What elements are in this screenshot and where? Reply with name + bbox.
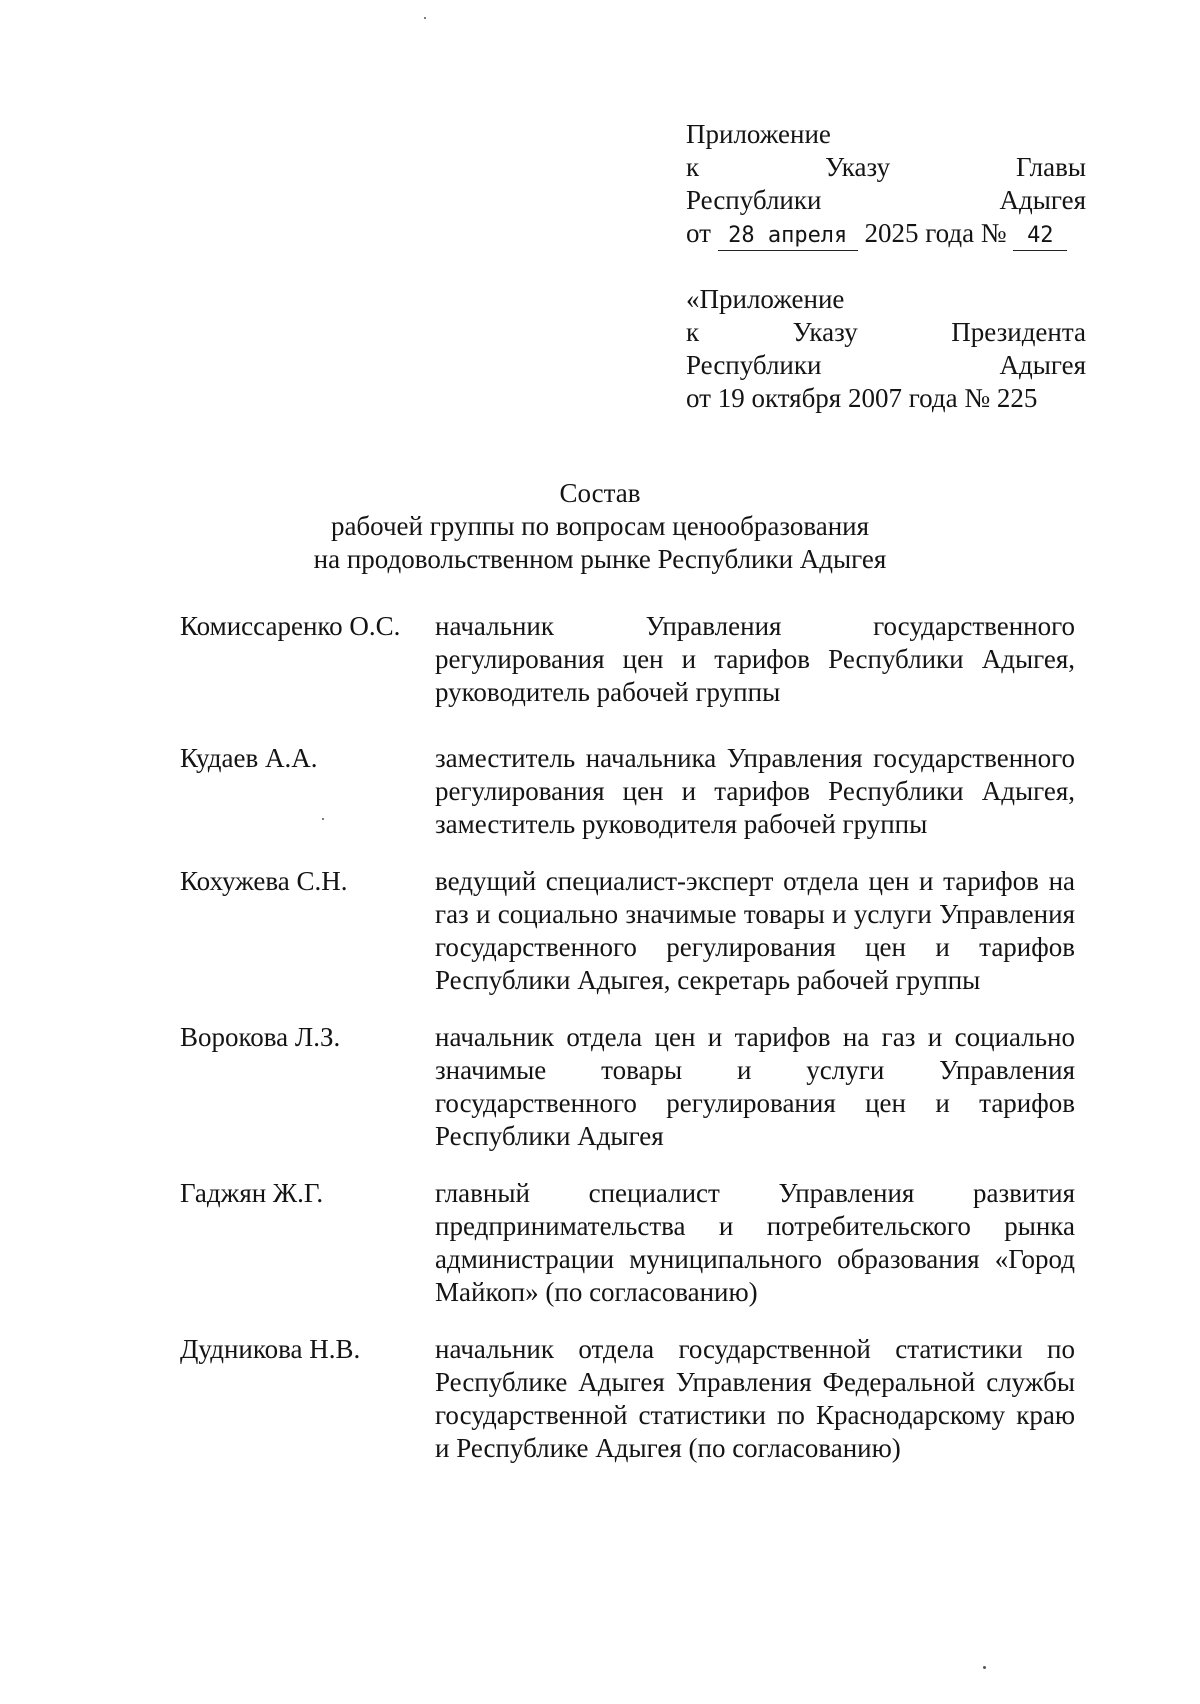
member-name: Ворокова Л.З.: [180, 1022, 341, 1052]
date-year: 2025 года №: [864, 218, 1007, 248]
title-line: Состав: [559, 478, 641, 508]
scan-speck: [424, 17, 426, 19]
original-date-line: от 19 октября 2007 года № 225: [686, 383, 1038, 413]
member-name: Гаджян Ж.Г.: [180, 1178, 324, 1208]
document-title: [0, 477, 1200, 576]
members-list: [180, 610, 1075, 1465]
scan-speck: [983, 1666, 986, 1669]
attachment-word: Республики: [686, 350, 822, 380]
member-role: главный специалист Управления развития предпринимательства и потребительского рынка администрации муниципального образования «Город Майкоп» (по согласованию): [435, 1178, 1075, 1307]
attachment-word: Указу: [792, 317, 858, 347]
title-line: рабочей группы по вопросам ценообразования: [330, 511, 870, 541]
original-republic-line: [686, 349, 1086, 382]
member-row: [180, 865, 1075, 997]
member-row: [180, 610, 1075, 709]
member-row: [180, 742, 1075, 841]
member-name: Кохужева С.Н.: [180, 866, 348, 896]
attachment-decree-line: [686, 151, 1086, 184]
attachment-header-current: [686, 118, 1086, 251]
original-decree-line: [686, 316, 1086, 349]
attachment-word: Главы: [1016, 152, 1086, 182]
member-role: начальник отдела цен и тарифов на газ и социально значимые товары и услуги Управления государственного регулирования цен и тарифов Республики Адыгея: [435, 1022, 1075, 1151]
member-role: ведущий специалист-эксперт отдела цен и тарифов на газ и социально значимые товары и услуги Управления государственного регулирования цен и тарифов Республики Адыгея, секретарь рабочей группы: [435, 866, 1075, 995]
attachment-word: к: [686, 152, 700, 182]
member-row: [180, 1021, 1075, 1153]
attachment-republic-line: [686, 184, 1086, 217]
attachment-word: Адыгея: [999, 185, 1086, 215]
handwritten-number: 42: [1013, 222, 1067, 251]
member-role: заместитель начальника Управления государственного регулирования цен и тарифов Республики Адыгея, заместитель руководителя рабочей группы: [435, 743, 1075, 839]
member-role: начальник отдела государственной статистики по Республике Адыгея Управления Федеральной службы государственной статистики по Краснодарскому краю и Республике Адыгея (по согласованию): [435, 1334, 1075, 1463]
attachment-word: Указу: [825, 152, 891, 182]
member-name: Кудаев А.А.: [180, 743, 318, 773]
attachment-date-line: [686, 217, 1086, 251]
attachment-word: к: [686, 317, 700, 347]
handwritten-date: 28 апреля: [718, 222, 858, 251]
member-row: [180, 1333, 1075, 1465]
title-line: на продовольственном рынке Республики Адыгея: [313, 544, 887, 574]
member-name: Дудникова Н.В.: [180, 1334, 361, 1364]
date-prefix: от: [686, 218, 711, 248]
attachment-word: Президента: [951, 317, 1086, 347]
member-row: [180, 1177, 1075, 1309]
member-role: начальник Управления государственного регулирования цен и тарифов Республики Адыгея, руководитель рабочей группы: [435, 611, 1075, 707]
attachment-label: Приложение: [686, 119, 831, 149]
member-name: Комиссаренко О.С.: [180, 611, 401, 641]
original-attachment-label: «Приложение: [686, 284, 845, 314]
attachment-header-original: [686, 283, 1086, 415]
attachment-word: Республики: [686, 185, 822, 215]
attachment-word: Адыгея: [999, 350, 1086, 380]
